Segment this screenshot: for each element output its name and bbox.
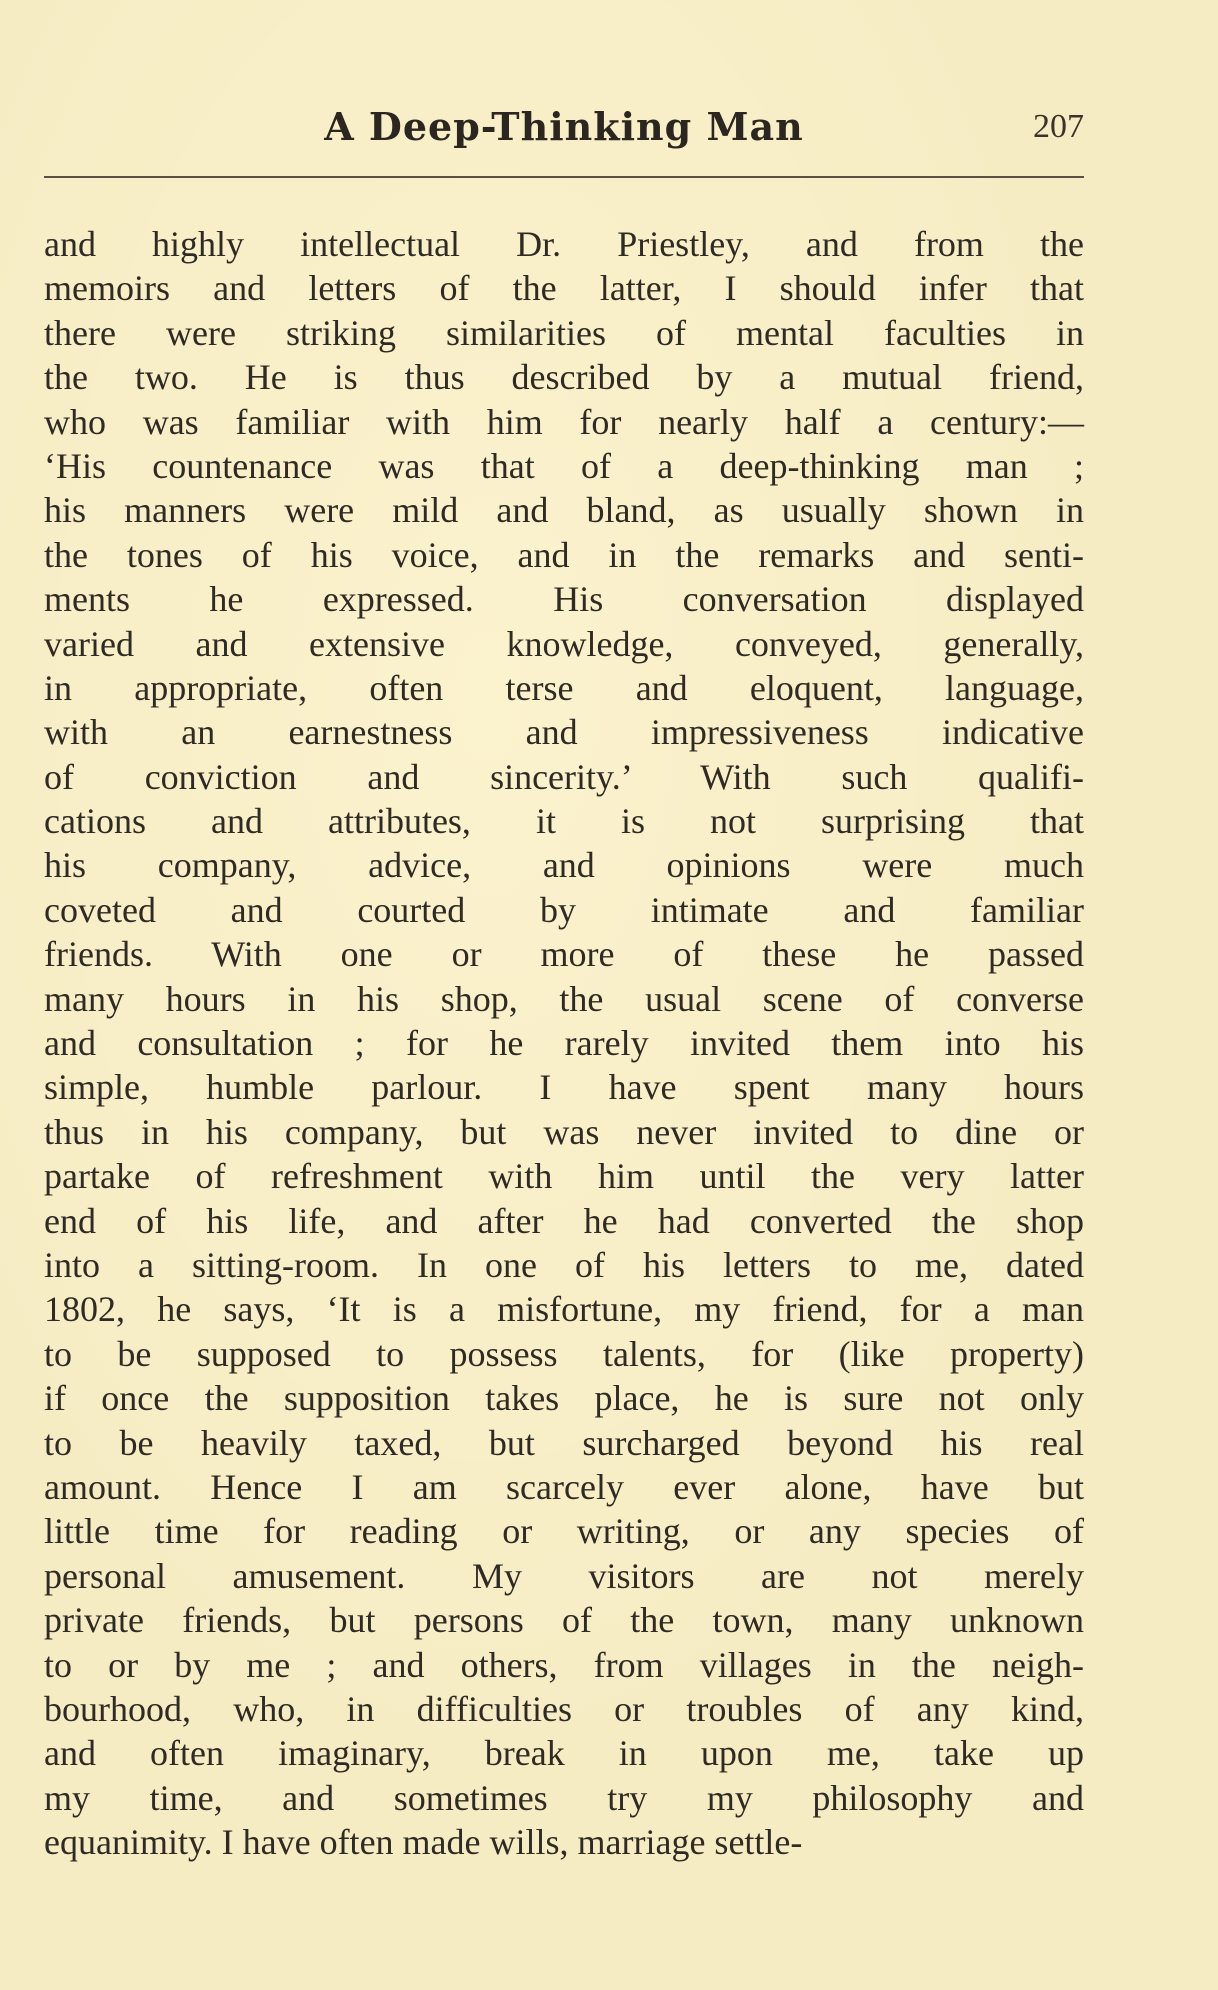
text-line: if once the supposition takes place, he is sure not only bbox=[44, 1378, 1084, 1419]
text-line: private friends, but persons of the town, many unknown bbox=[44, 1600, 1084, 1641]
text-line: who was familiar with him for nearly half a century:— bbox=[44, 401, 1084, 442]
text-line: 1802, he says, ‘It is a misfortune, my friend, for a man bbox=[44, 1289, 1084, 1330]
text-line: into a sitting-room. In one of his letters to me, dated bbox=[44, 1244, 1084, 1285]
text-line: his manners were mild and bland, as usually shown in bbox=[44, 490, 1084, 531]
text-line: with an earnestness and impressiveness indicative bbox=[44, 712, 1084, 753]
text-line: the two. He is thus described by a mutual friend, bbox=[44, 357, 1084, 398]
text-line: partake of refreshment with him until the very latter bbox=[44, 1156, 1084, 1197]
text-line: to or by me ; and others, from villages in the neigh- bbox=[44, 1644, 1084, 1685]
text-line: personal amusement. My visitors are not merely bbox=[44, 1555, 1084, 1596]
text-line: bourhood, who, in difficulties or troubles of any kind, bbox=[44, 1688, 1084, 1729]
text-line: thus in his company, but was never invited to dine or bbox=[44, 1111, 1084, 1152]
text-line: memoirs and letters of the latter, I should infer that bbox=[44, 268, 1084, 309]
text-line: ‘His countenance was that of a deep-thinking man ; bbox=[44, 445, 1084, 486]
text-line: there were striking similarities of mental faculties in bbox=[44, 312, 1084, 353]
text-line: my time, and sometimes try my philosophy and bbox=[44, 1777, 1084, 1818]
text-line: and often imaginary, break in upon me, take up bbox=[44, 1733, 1084, 1774]
text-line: friends. With one or more of these he passed bbox=[44, 934, 1084, 975]
text-line: varied and extensive knowledge, conveyed, generally, bbox=[44, 623, 1084, 664]
text-line: equanimity. I have often made wills, marriage settle- bbox=[44, 1822, 803, 1863]
text-line: in appropriate, often terse and eloquent, language, bbox=[44, 667, 1084, 708]
text-line: his company, advice, and opinions were much bbox=[44, 845, 1084, 886]
text-line: amount. Hence I am scarcely ever alone, have but bbox=[44, 1466, 1084, 1507]
text-line: ments he expressed. His conversation displayed bbox=[44, 579, 1084, 620]
text-line: of conviction and sincerity.’ With such qualifi- bbox=[44, 756, 1084, 797]
text-line: to be heavily taxed, but surcharged beyond his real bbox=[44, 1422, 1084, 1463]
text-line: the tones of his voice, and in the remarks and senti- bbox=[44, 534, 1084, 575]
text-line: coveted and courted by intimate and familiar bbox=[44, 889, 1084, 930]
header-rule bbox=[44, 176, 1084, 178]
page-number: 207 bbox=[1033, 108, 1084, 145]
text-line: to be supposed to possess talents, for (like property) bbox=[44, 1333, 1084, 1374]
text-line: little time for reading or writing, or any species of bbox=[44, 1511, 1084, 1552]
page-header bbox=[44, 104, 1084, 154]
text-line: and consultation ; for he rarely invited them into his bbox=[44, 1023, 1084, 1064]
text-line: end of his life, and after he had converted the shop bbox=[44, 1200, 1084, 1241]
text-line: cations and attributes, it is not surprising that bbox=[44, 801, 1084, 842]
running-head: A Deep-Thinking Man bbox=[324, 104, 804, 149]
text-line: simple, humble parlour. I have spent many hours bbox=[44, 1067, 1084, 1108]
text-line: many hours in his shop, the usual scene of converse bbox=[44, 978, 1084, 1019]
text-line: and highly intellectual Dr. Priestley, and from the bbox=[44, 224, 1084, 264]
body-text bbox=[44, 222, 1084, 1864]
